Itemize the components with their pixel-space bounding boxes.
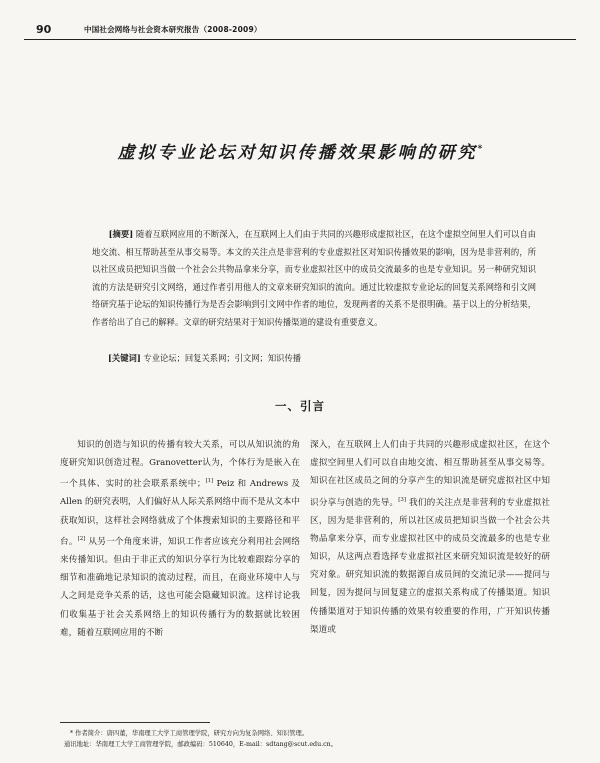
footnote-address: 通讯地址：华南理工大学工商管理学院，邮政编码：510640，E-mail：sdtang@scut.edu.cn。 (64, 741, 338, 748)
paper-title (0, 138, 600, 163)
title-footnote-mark: * (477, 144, 483, 155)
keywords-label: [关键词] (108, 353, 141, 363)
keywords (108, 352, 301, 364)
keywords-text: 专业论坛；回复关系网；引文网；知识传播 (143, 353, 302, 363)
citation-1: [1] (205, 478, 214, 485)
right-text-a: 深入，在互联网上人们由于共同的兴趣形成虚拟社区，在这个虚拟空间里人们可以自由地交流、相互帮助甚至从事交易等。知识在社区成员之间的分享产生的知识流是研究虚拟社区中知识分享与创造的先导。 (310, 440, 550, 508)
page-number: 90 (36, 23, 52, 36)
body-column-left (60, 436, 300, 642)
right-text-b: 我们的关注点是非营利的专业虚拟社区，因为是非营利的，所以社区成员把知识当做一个社会公共物品拿来分享，而专业虚拟社区中的成员交流最多的也是专业知识，从这两点看选择专业虚拟社区来研究知识流是较好的研究对象。研究知识流的数据源自成员间的交流记录——提问与回复，因为提问与回复建立的虚拟关系构成了传播渠道。知识传播渠道对于知识传播的效果有较重要的作用，广开知识传播渠道或 (310, 497, 550, 635)
paper-title-text: 虚拟专业论坛对知识传播效果影响的研究 (117, 143, 478, 163)
left-text-c: 从另一个角度来讲，知识工作者应该充分利用社会网络来传播知识。但由于非正式的知识分享行为比较难跟踪分享的细节和准确地记录知识的流动过程，而且，在商业环境中人与人之间是竞争关系的话，这也可能会隐藏知识流。这样讨论我们收集基于社会关系网络上的知识传播行为的数据就比较困难，随着互联网应用的不断 (60, 536, 300, 638)
abstract (92, 226, 536, 332)
footnotes (64, 728, 540, 750)
abstract-label: [摘要] (108, 229, 134, 239)
body-column-right (310, 436, 550, 639)
footnote-author: * 作者简介：唐四董，华南理工大学工商管理学院，研究方向为复杂网络、知识管理。 (70, 730, 309, 737)
citation-2: [2] (77, 535, 86, 542)
running-title: 中国社会网络与社会资本研究报告（2008-2009） (84, 25, 262, 34)
left-text-b: Peiz 和 Andrews 及 Allen 的研究表明，人们偏好从人际关系网络中而不是从文本中获取知识，这样社会网络就成了个体搜索知识的主要路径和平台。 (60, 479, 300, 547)
left-text-a: 知识的创造与知识的传播有较大关系，可以从知识流的角度研究知识创造过程。Granovetter认为，个体行为是嵌入在一个具体、实时的社会联系系统中； (60, 440, 300, 490)
section-heading: 一、引言 (275, 399, 325, 413)
header-rule (24, 39, 576, 40)
abstract-text: 随着互联网应用的不断深入，在互联网上人们由于共同的兴趣形成虚拟社区，在这个虚拟空间里人们可以自由地交流、相互帮助甚至从事交易等。本文的关注点是非营利的专业虚拟社区对知识传播效果的影响，因为是非营利的，所以社区成员把知识当做一个社会公共物品拿来分享，而专业虚拟社区中的成员交流最多的也是专业知识。另一种研究知识流的方法是研究引文网络，通过作者引用他人的文章来研究知识的流向。通过比较虚拟专业论坛的回复关系网络和引文网络研究基于论坛的知识传播行为是否会影响到引文网中作者的地位，发现两者的关系不是很明确。基于以上的分析结果，作者给出了自己的解释。文章的研究结果对于知识传播渠道的建设有重要意义。 (92, 229, 537, 327)
running-header (24, 22, 576, 40)
citation-3: [3] (398, 496, 407, 503)
footnote-rule (60, 722, 210, 723)
